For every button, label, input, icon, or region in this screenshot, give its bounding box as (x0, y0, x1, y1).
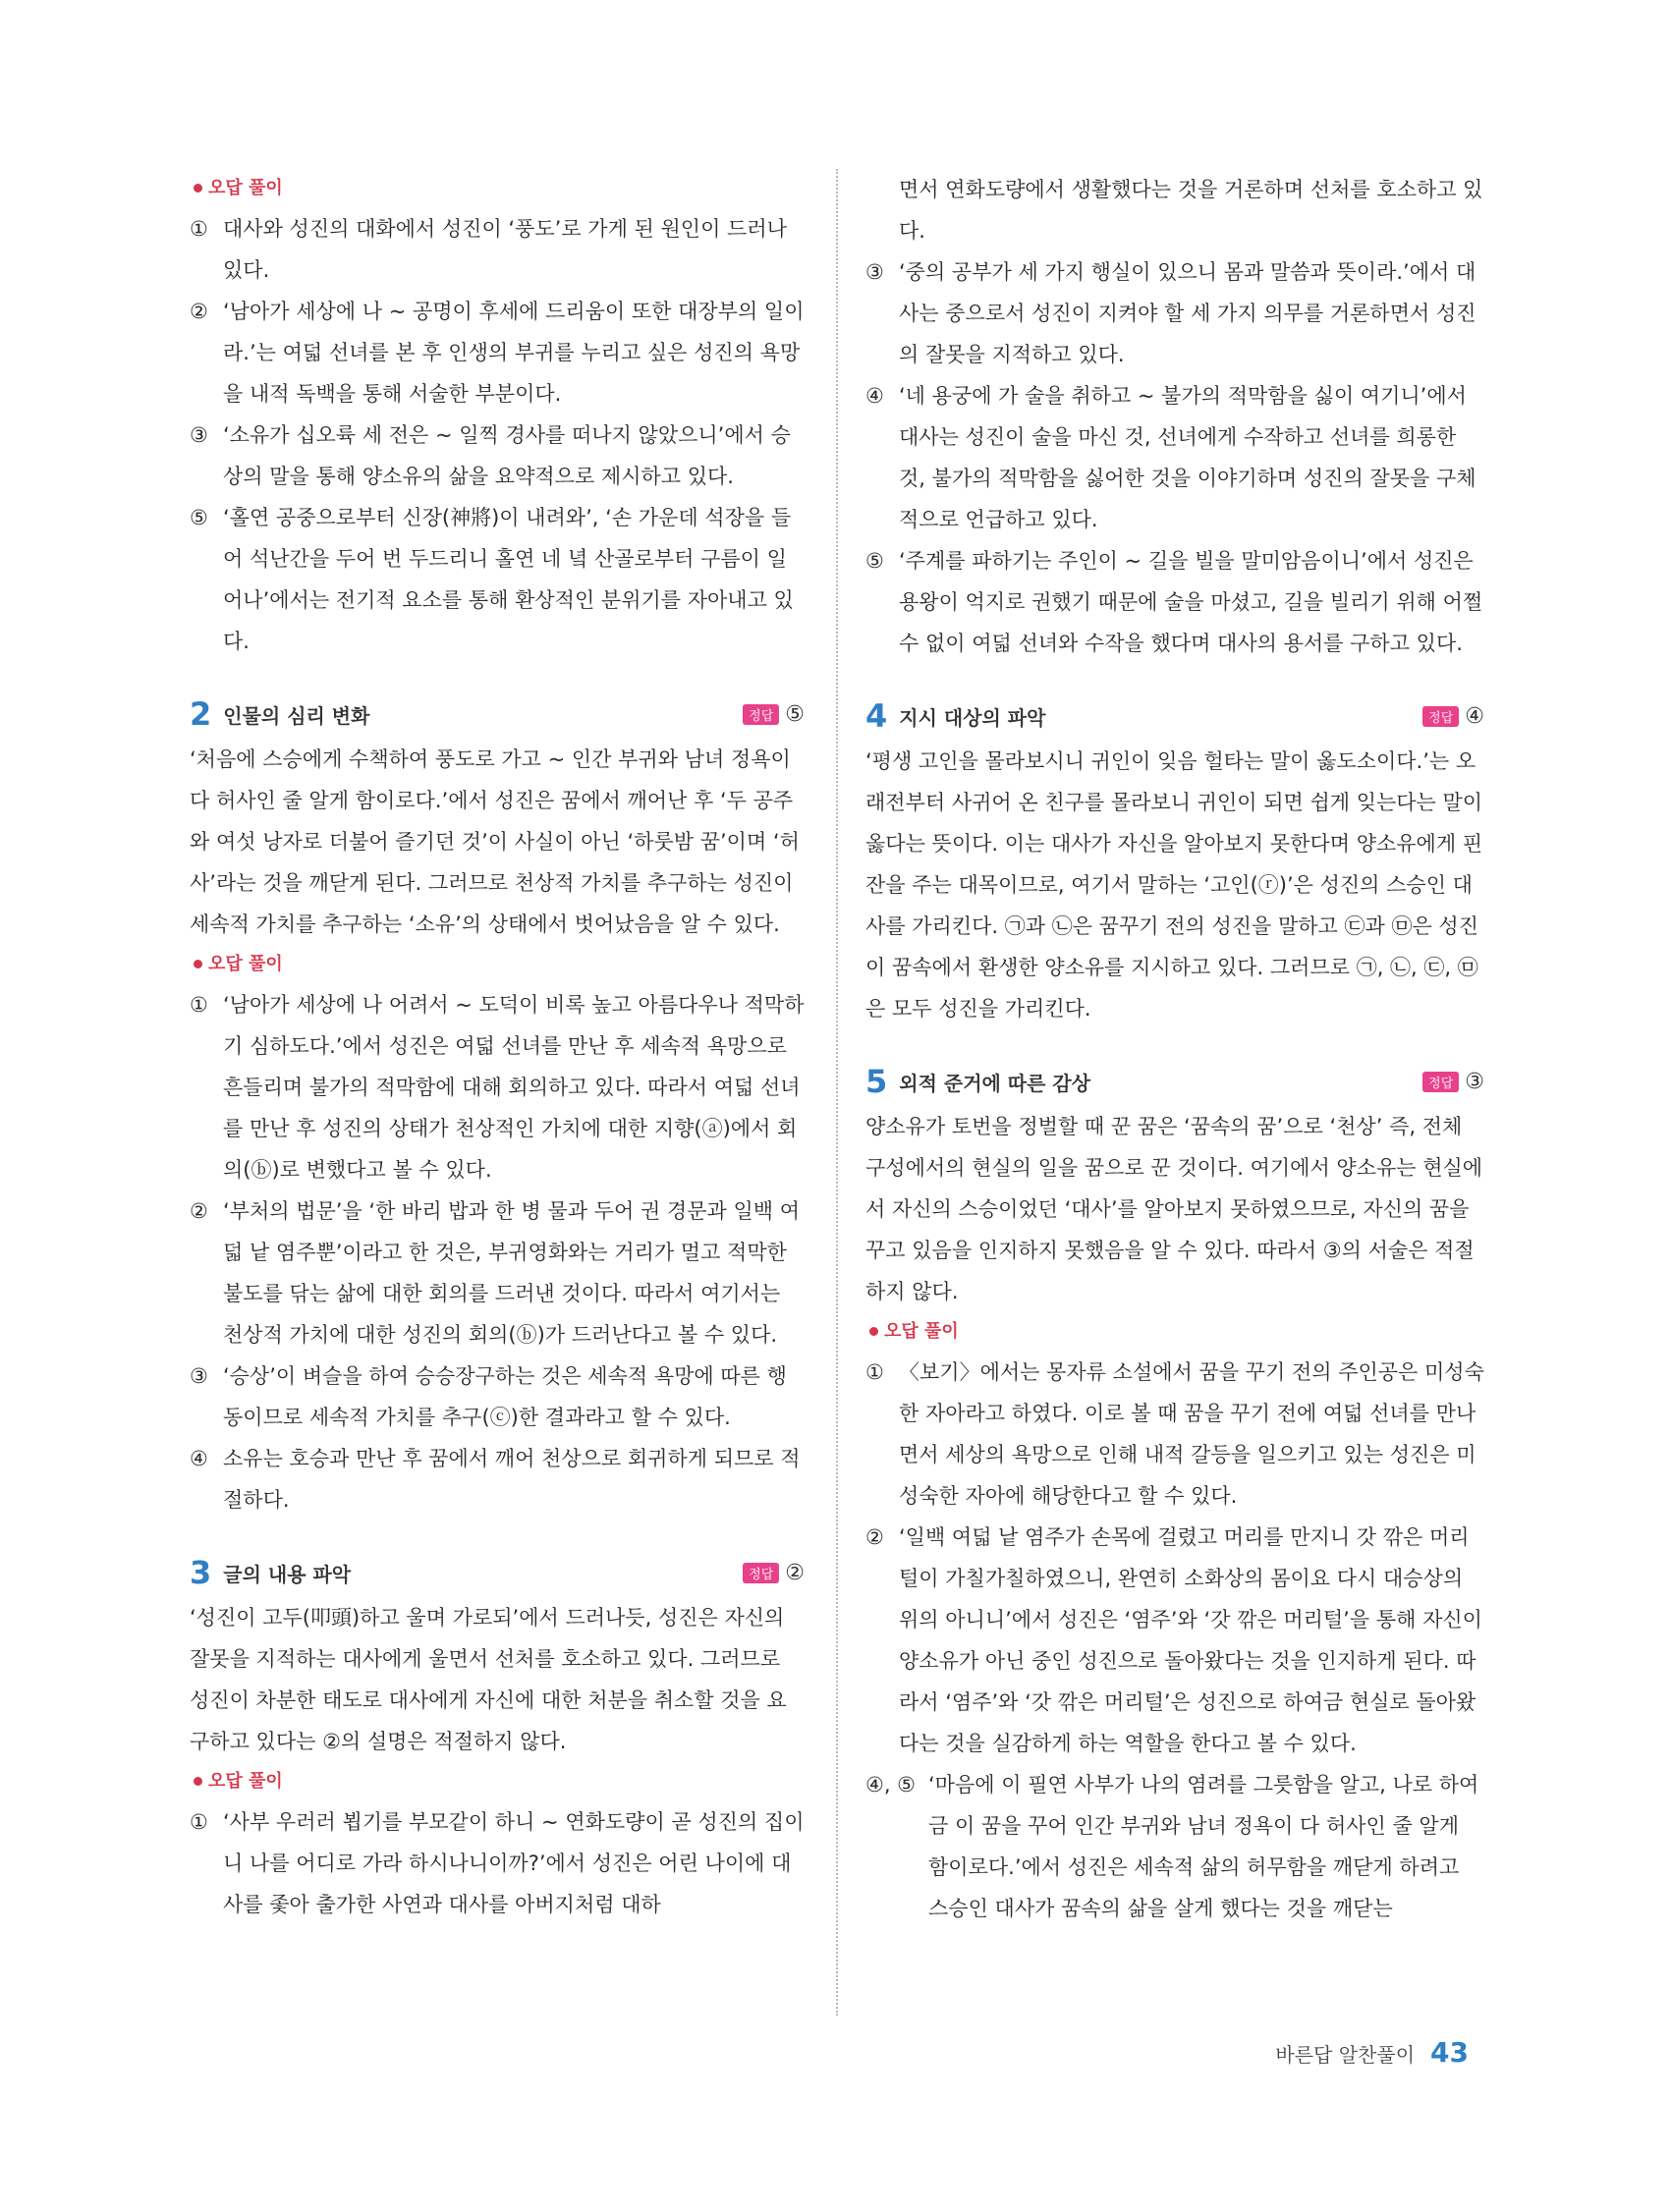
item-number: ② (865, 1525, 884, 1549)
continued-item-text: 면서 연화도량에서 생활했다는 것을 거론하며 선처를 호소하고 있다. (899, 178, 1483, 243)
item-number: ③ (190, 423, 208, 447)
explanation-item (865, 375, 1484, 540)
wrong-answers-label: 오답 풀이 (208, 1771, 283, 1792)
bullet-icon (194, 1777, 202, 1786)
question-number: 2 (190, 695, 212, 733)
item-number: ① (190, 993, 208, 1017)
item-text: 대사와 성진의 대화에서 성진이 ‘풍도’로 가게 된 원인이 드러나 있다. (223, 217, 787, 282)
explanation-item (190, 208, 805, 291)
item-text: ‘일백 여덟 낱 염주가 손목에 걸렸고 머리를 만지니 갓 깎은 머리털이 가칠가칠하였으니, 완연히 소화상의 몸이요 다시 대승상의 위의 아니니’에서 성진은 ‘염주’와 ‘갓 깎은 머리털’을 통해 자신이 양소유가 아닌 중인 성진으로 돌아왔다는 것을 인지하게 된다. 따라서 ‘염주’와 ‘갓 깎은 머리털’은 성진으로 하여금 현실로 돌아왔다는 것을 실감하게 하는 역할을 한다고 볼 수 있다. (899, 1525, 1482, 1755)
item-text: ‘홀연 공중으로부터 신장(神將)이 내려와’, ‘손 가운데 석장을 들어 석난간을 두어 번 두드리니 홀연 네 녘 산골로부터 구름이 일어나’에서는 전기적 요소를 통해 환상적인 분위기를 자아내고 있다. (223, 506, 794, 653)
wrong-answers-label: 오답 풀이 (208, 954, 283, 974)
question-number: 5 (865, 1063, 888, 1100)
explanation-item (865, 1517, 1484, 1764)
answer-value: ④ (1465, 703, 1484, 729)
answer-value: ⑤ (785, 701, 805, 727)
answer-badge: 정답 (1422, 1072, 1459, 1092)
explanation-item (190, 291, 805, 415)
item-number: ⑤ (865, 549, 884, 573)
item-text: ‘주계를 파하기는 주인이 ~ 길을 빌을 말미암음이니’에서 성진은 용왕이 억지로 권했기 때문에 술을 마셨고, 길을 빌리기 위해 어쩔 수 없이 여덟 선녀와 수작을 했다며 대사의 용서를 구하고 있다. (899, 549, 1483, 655)
wrong-answers-heading (190, 169, 805, 208)
page-number: 43 (1430, 2036, 1469, 2069)
bullet-icon (194, 960, 202, 968)
item-number: ④, ⑤ (865, 1773, 917, 1797)
question-2-explanation: ‘처음에 스승에게 수책하여 풍도로 가고 ~ 인간 부귀와 남녀 정욕이 다 허사인 줄 알게 함이로다.’에서 성진은 꿈에서 깨어난 후 ‘두 공주와 여섯 낭자로 더불어 즐기던 것’이 사실이 아닌 ‘하룻밤 꿈’이며 ‘허사’라는 것을 깨닫게 된다. 그러므로 천상적 가치를 추구하는 성진이 세속적 가치를 추구하는 ‘소유’의 상태에서 벗어났음을 알 수 있다. (190, 747, 800, 936)
answer-badge: 정답 (1422, 706, 1459, 727)
question-4-explanation: ‘평생 고인을 몰라보시니 귀인이 잊음 헐타는 말이 옳도소이다.’는 오래전부터 사귀어 온 친구를 몰라보니 귀인이 되면 쉽게 잊는다는 말이 옳다는 뜻이다. 이는 대사가 자신을 알아보지 못한다며 양소유에게 핀잔을 주는 대목이므로, 여기서 말하는 ‘고인(ⓡ)’은 성진의 스승인 대사를 가리킨다. ㉠과 ㉡은 꿈꾸기 전의 성진을 말하고 ㉢과 ㉤은 성진이 꿈속에서 환생한 양소유를 지시하고 있다. 그러므로 ㉠, ㉡, ㉢, ㉤은 모두 성진을 가리킨다. (865, 749, 1483, 1021)
explanation-item (865, 1764, 1484, 1929)
answer-value: ② (785, 1560, 805, 1585)
page-footer (1275, 2036, 1469, 2069)
explanation-item (190, 1438, 805, 1521)
wrong-answers-heading (865, 1312, 1484, 1352)
answer-badge: 정답 (743, 704, 779, 725)
explanation-item (190, 497, 805, 662)
item-text: 소유는 호승과 만난 후 꿈에서 깨어 천상으로 회귀하게 되므로 적절하다. (223, 1447, 801, 1512)
item-text: ‘승상’이 벼슬을 하여 승승장구하는 것은 세속적 욕망에 따른 행동이므로 세속적 가치를 추구(ⓒ)한 결과라고 할 수 있다. (223, 1364, 787, 1429)
item-number: ① (190, 1810, 208, 1834)
explanation-item (190, 1190, 805, 1355)
question-title: 인물의 심리 변화 (223, 703, 370, 728)
column-divider (836, 169, 838, 2016)
item-number: ⑤ (190, 506, 208, 529)
question-3-explanation: ‘성진이 고두(叩頭)하고 울며 가로되’에서 드러나듯, 성진은 자신의 잘못을 지적하는 대사에게 울면서 선처를 호소하고 있다. 그러므로 성진이 차분한 태도로 대사에게 자신에 대한 처분을 취소할 것을 요구하고 있다는 ②의 설명은 적절하지 않다. (190, 1606, 787, 1753)
item-text: ‘마음에 이 필연 사부가 나의 염려를 그릇함을 알고, 나로 하여금 이 꿈을 꾸어 인간 부귀와 남녀 정욕이 다 허사인 줄 알게 함이로다.’에서 성진은 세속적 삶의 허무함을 깨닫게 하려고 스승인 대사가 꿈속의 삶을 살게 했다는 것을 깨닫는 (928, 1773, 1479, 1920)
explanation-item (865, 1352, 1484, 1517)
explanation-item (190, 984, 805, 1190)
explanation-item (190, 1355, 805, 1438)
wrong-answers-heading (190, 1762, 805, 1801)
item-text: ‘소유가 십오륙 세 전은 ~ 일찍 경사를 떠나지 않았으니’에서 승상의 말을 통해 양소유의 삶을 요약적으로 제시하고 있다. (223, 423, 791, 488)
question-title: 지시 대상의 파악 (899, 705, 1046, 730)
item-text: ‘남아가 세상에 나 ~ 공명이 후세에 드리움이 또한 대장부의 일이라.’는 여덟 선녀를 본 후 인생의 부귀를 누리고 싶은 성진의 욕망을 내적 독백을 통해 서술한 부분이다. (223, 300, 805, 406)
item-number: ④ (190, 1447, 208, 1470)
answer-badge: 정답 (743, 1563, 779, 1583)
right-column (865, 169, 1484, 1929)
question-5-explanation: 양소유가 토번을 정벌할 때 꾼 꿈은 ‘꿈속의 꿈’으로 ‘천상’ 즉, 전체 구성에서의 현실의 일을 꿈으로 꾼 것이다. 여기에서 양소유는 현실에서 자신의 스승이었던 ‘대사’를 알아보지 못하였으므로, 자신의 꿈을 꾸고 있음을 인지하지 못했음을 알 수 있다. 따라서 ③의 서술은 적절하지 않다. (865, 1115, 1483, 1303)
item-text: ‘중의 공부가 세 가지 행실이 있으니 몸과 말씀과 뜻이라.’에서 대사는 중으로서 성진이 지켜야 할 세 가지 의무를 거론하면서 성진의 잘못을 지적하고 있다. (899, 260, 1476, 366)
question-2-header (190, 690, 805, 739)
question-number: 3 (190, 1554, 212, 1591)
item-number: ② (190, 1199, 208, 1223)
explanation-item (190, 415, 805, 497)
item-number: ② (190, 300, 208, 323)
question-3-header (190, 1548, 805, 1597)
wrong-answers-heading (190, 945, 805, 984)
answer-value: ③ (1465, 1069, 1484, 1094)
question-5-header (865, 1057, 1484, 1106)
left-column (190, 169, 805, 1925)
item-text: ‘네 용궁에 가 술을 취하고 ~ 불가의 적막함을 싫이 여기니’에서 대사는 성진이 술을 마신 것, 선녀에게 수작하고 선녀를 희롱한 것, 불가의 적막함을 싫어한 것을 이야기하며 성진의 잘못을 구체적으로 언급하고 있다. (899, 384, 1476, 531)
question-title: 외적 준거에 따른 감상 (899, 1071, 1091, 1095)
explanation-item (190, 1801, 805, 1925)
bullet-icon (869, 1327, 878, 1336)
item-number: ③ (190, 1364, 208, 1388)
question-title: 글의 내용 파악 (223, 1562, 352, 1586)
book-title: 바른답 알찬풀이 (1275, 2043, 1416, 2067)
wrong-answers-label: 오답 풀이 (208, 178, 283, 198)
question-number: 4 (865, 697, 888, 735)
item-text: 〈보기〉에서는 몽자류 소설에서 꿈을 꾸기 전의 주인공은 미성숙한 자아라고 하였다. 이로 볼 때 꿈을 꾸기 전에 여덟 선녀를 만나면서 세상의 욕망으로 인해 내적 갈등을 일으키고 있는 성진은 미성숙한 자아에 해당한다고 할 수 있다. (899, 1360, 1484, 1508)
item-text: ‘사부 우러러 뵙기를 부모같이 하니 ~ 연화도량이 곧 성진의 집이니 나를 어디로 가라 하시나니이까?’에서 성진은 어린 나이에 대사를 좇아 출가한 사연과 대사를 아버지처럼 대하 (223, 1810, 805, 1916)
item-number: ① (865, 1360, 884, 1384)
item-text: ‘부처의 법문’을 ‘한 바리 밥과 한 병 물과 두어 권 경문과 일백 여덟 낱 염주뿐’이라고 한 것은, 부귀영화와는 거리가 멀고 적막한 불도를 닦는 삶에 대한 회의를 드러낸 것이다. 따라서 여기서는 천상적 가치에 대한 성진의 회의(ⓑ)가 드러난다고 볼 수 있다. (223, 1199, 800, 1347)
item-number: ④ (865, 384, 884, 408)
question-4-header (865, 691, 1484, 741)
explanation-item (865, 540, 1484, 664)
bullet-icon (194, 184, 202, 193)
item-number: ③ (865, 260, 884, 284)
item-text: ‘남아가 세상에 나 어려서 ~ 도덕이 비록 높고 아름다우나 적막하기 심하도다.’에서 성진은 여덟 선녀를 만난 후 세속적 욕망으로 흔들리며 불가의 적막함에 대해 회의하고 있다. 따라서 여덟 선녀를 만난 후 성진의 상태가 천상적인 가치에 대한 지향(ⓐ)에서 회의(ⓑ)로 변했다고 볼 수 있다. (223, 993, 805, 1182)
item-number: ① (190, 217, 208, 241)
explanation-item (865, 251, 1484, 375)
wrong-answers-label: 오답 풀이 (884, 1321, 959, 1342)
